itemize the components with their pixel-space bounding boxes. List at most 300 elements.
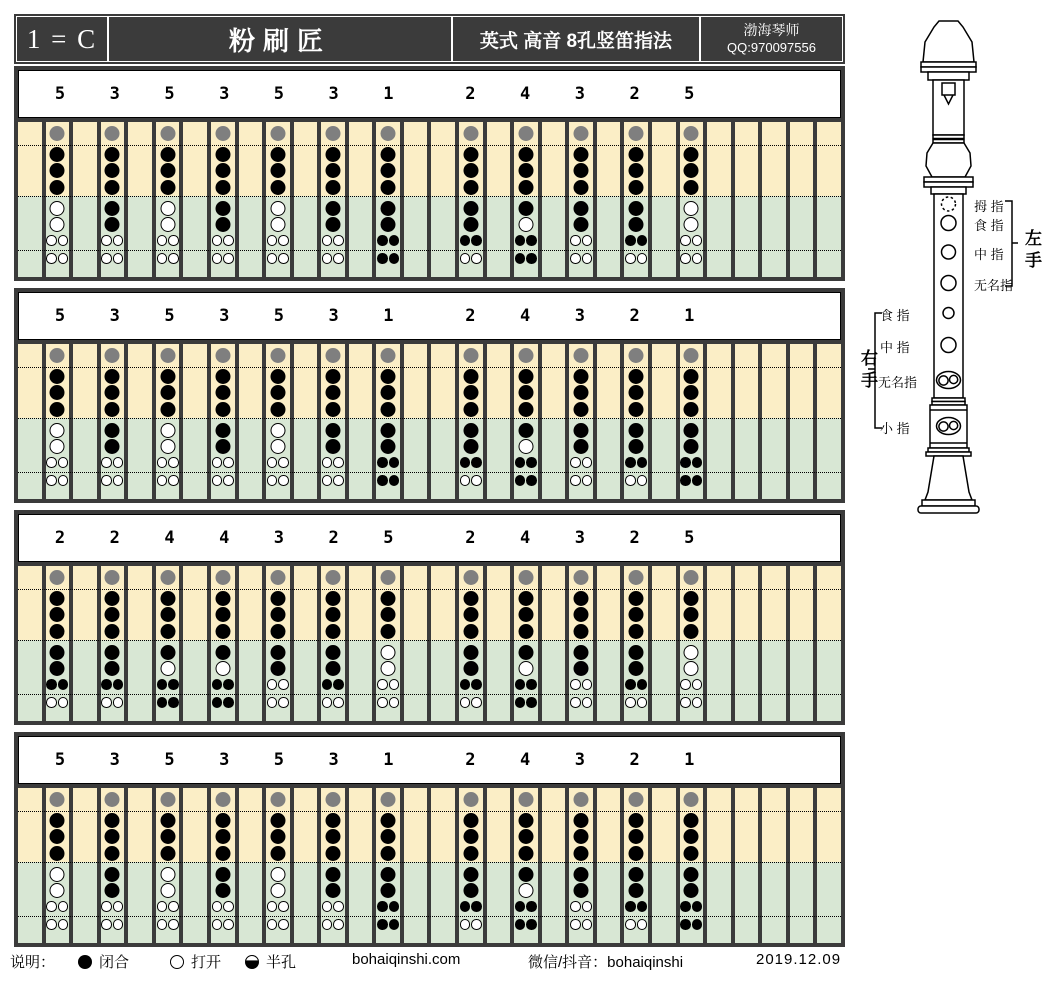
grid-cell: [817, 788, 841, 943]
hole-dot: [570, 235, 581, 246]
hole-dot: [692, 457, 703, 468]
hole-h3-closed: [381, 402, 396, 417]
hole-thumb-thumb: [50, 570, 65, 585]
hole-thumb-thumb: [325, 792, 340, 807]
hole-h4-closed: [105, 645, 120, 660]
hole-h3-closed: [463, 180, 478, 195]
hole-h3-closed: [215, 402, 230, 417]
fingering-grid: [18, 344, 841, 499]
closed-hole-symbol: [78, 955, 92, 969]
note-number: 2: [629, 750, 640, 770]
grid-cell: [128, 788, 152, 943]
hole-dot: [471, 697, 482, 708]
grid-cell: [73, 122, 97, 277]
hole-h6-double-closed: [515, 235, 537, 246]
hole-dot: [157, 919, 168, 930]
hole-h1-closed: [463, 147, 478, 162]
hole-dot: [526, 697, 537, 708]
hole-h3-closed: [215, 624, 230, 639]
hole-h1-closed: [629, 369, 644, 384]
hole-dot: [377, 457, 388, 468]
hole-h6-double-open: [322, 901, 344, 912]
grid-cell: [73, 566, 97, 721]
hole-h7-double-open: [570, 475, 592, 486]
hole-thumb-thumb: [105, 792, 120, 807]
hole-h7-double-open: [212, 475, 234, 486]
note-number: 2: [54, 528, 66, 548]
hole-dot: [322, 457, 333, 468]
hole-dot: [113, 475, 124, 486]
hole-thumb-thumb: [463, 348, 478, 363]
hole-h3-closed: [325, 624, 340, 639]
hole-dot: [460, 697, 471, 708]
hole-dot: [333, 253, 344, 264]
hole-h4-closed: [518, 423, 533, 438]
hole-dot: [212, 475, 223, 486]
hole-h2-closed: [50, 385, 65, 400]
hole-h7-double-open: [322, 919, 344, 930]
hole-h7-double-open: [570, 253, 592, 264]
hole-dot: [680, 679, 691, 690]
grid-cell: [597, 566, 621, 721]
open-hole-symbol: [170, 955, 184, 969]
hole-h4-closed: [215, 201, 230, 216]
fingering-column-note-3: [321, 344, 345, 499]
hole-h3-closed: [684, 180, 699, 195]
hole-h2-closed: [215, 607, 230, 622]
fingering-column-note-3: [211, 122, 235, 277]
hole-dot: [157, 679, 168, 690]
hole-dot: [267, 697, 278, 708]
fingering-column-note-4: [514, 344, 538, 499]
hole-dot: [389, 253, 400, 264]
hole-dot: [168, 475, 179, 486]
hole-h7-double-open: [101, 697, 123, 708]
note-number: 5: [273, 306, 285, 326]
hole-h1-closed: [105, 369, 120, 384]
hole-dot: [582, 919, 593, 930]
label-rh-ring: 无名指: [878, 375, 918, 390]
hole-thumb-thumb: [629, 348, 644, 363]
hole-h1-closed: [463, 369, 478, 384]
grid-cell: [349, 788, 373, 943]
hole-h5-open: [518, 217, 533, 232]
hole-dot: [526, 679, 537, 690]
hole-thumb-thumb: [574, 126, 589, 141]
hole-dot: [113, 457, 124, 468]
hole-dot: [58, 457, 69, 468]
hole-h3-closed: [574, 846, 589, 861]
hole-dot: [113, 919, 124, 930]
hole-h4-closed: [574, 423, 589, 438]
fingering-column-note-5: [46, 344, 70, 499]
hole-h7-double-open: [680, 253, 702, 264]
hole-thumb-thumb: [684, 126, 699, 141]
hole-dot: [460, 475, 471, 486]
hole-h2-closed: [518, 385, 533, 400]
hole-dot: [223, 457, 234, 468]
hole-thumb-thumb: [325, 570, 340, 585]
hole-dot: [212, 457, 223, 468]
hole-h7-double-open: [267, 919, 289, 930]
hole-h6-double-open: [101, 457, 123, 468]
lh-middle-hole: [942, 245, 956, 259]
hole-h5-open: [50, 883, 65, 898]
hole-dot: [223, 919, 234, 930]
hole-thumb-thumb: [325, 126, 340, 141]
hole-h6-double-closed: [377, 901, 399, 912]
hole-dot: [471, 679, 482, 690]
date: 2019.12.09: [756, 951, 842, 968]
hole-dot: [168, 919, 179, 930]
hole-h5-closed: [50, 661, 65, 676]
hole-h1-closed: [518, 147, 533, 162]
hole-dot: [101, 475, 112, 486]
hole-dot: [680, 697, 691, 708]
hole-dot: [267, 919, 278, 930]
hole-h6-double-closed: [157, 679, 179, 690]
hole-h5-open: [160, 217, 175, 232]
grid-cell: [735, 566, 759, 721]
note-number: 3: [574, 528, 585, 548]
hole-dot: [637, 901, 648, 912]
bell: [925, 456, 972, 500]
hole-h2-closed: [629, 163, 644, 178]
fingering-column-note-2: [46, 566, 70, 721]
note-number: 3: [574, 84, 585, 104]
hole-h3-closed: [270, 402, 285, 417]
note-number: 4: [164, 528, 175, 548]
hole-thumb-thumb: [105, 126, 120, 141]
hole-h1-closed: [215, 591, 230, 606]
hole-thumb-thumb: [381, 570, 396, 585]
hole-h2-closed: [270, 163, 285, 178]
note-number: 2: [465, 750, 476, 770]
hole-h2-closed: [518, 829, 533, 844]
hole-h2-closed: [684, 385, 699, 400]
hole-h3-closed: [684, 846, 699, 861]
hole-thumb-thumb: [325, 348, 340, 363]
hole-h1-closed: [160, 369, 175, 384]
grid-cell: [294, 788, 318, 943]
hole-h7-double-closed: [680, 919, 702, 930]
grid-cell: [542, 344, 566, 499]
hole-dot: [377, 235, 388, 246]
hole-h5-open: [518, 439, 533, 454]
fingering-column-note-3: [569, 122, 593, 277]
hole-dot: [526, 457, 537, 468]
hole-h1-closed: [325, 591, 340, 606]
hole-h6-double-open: [157, 235, 179, 246]
hole-h1-closed: [105, 147, 120, 162]
legend-open: 打开: [170, 951, 221, 972]
chart-column: [14, 14, 845, 947]
hole-h5-closed: [629, 217, 644, 232]
hole-h6-double-open: [570, 235, 592, 246]
hole-dot: [168, 253, 179, 264]
hole-h6-double-closed: [515, 901, 537, 912]
grid-cell: [652, 344, 676, 499]
hole-dot: [267, 901, 278, 912]
hole-thumb-thumb: [381, 348, 396, 363]
note-number: 5: [54, 750, 66, 770]
hole-h5-open: [518, 661, 533, 676]
hole-h1-closed: [270, 369, 285, 384]
fingering-column-note-3: [569, 344, 593, 499]
hole-dot: [113, 901, 124, 912]
hole-h4-closed: [215, 645, 230, 660]
hole-dot: [515, 919, 526, 930]
legend-label: 说明：: [10, 954, 56, 971]
note-number: 3: [109, 84, 120, 104]
hole-dot: [377, 475, 388, 486]
hole-h4-open: [160, 423, 175, 438]
hole-h7-double-open: [46, 253, 68, 264]
hole-thumb-thumb: [270, 126, 285, 141]
fingering-column-note-3: [569, 788, 593, 943]
hole-h1-closed: [629, 147, 644, 162]
hole-dot: [625, 679, 636, 690]
hole-thumb-thumb: [518, 126, 533, 141]
hole-h2-closed: [105, 607, 120, 622]
hole-dot: [113, 697, 124, 708]
grid-cell: [652, 788, 676, 943]
key-signature: 1 = C: [16, 16, 108, 62]
hole-h6-double-closed: [460, 235, 482, 246]
hole-thumb-thumb: [215, 126, 230, 141]
hole-dot: [212, 919, 223, 930]
hole-h4-closed: [325, 423, 340, 438]
hole-h5-closed: [629, 439, 644, 454]
hole-h2-closed: [160, 607, 175, 622]
hole-dot: [168, 901, 179, 912]
hole-h2-closed: [381, 385, 396, 400]
hole-thumb-thumb: [215, 792, 230, 807]
hole-h1-closed: [270, 147, 285, 162]
hole-dot: [168, 697, 179, 708]
thumb-hole: [942, 197, 956, 211]
hole-h2-closed: [463, 829, 478, 844]
hole-h6-double-open: [377, 679, 399, 690]
hole-dot: [101, 235, 112, 246]
hole-h7-double-open: [322, 253, 344, 264]
hole-h6-double-open: [157, 901, 179, 912]
hole-dot: [157, 253, 168, 264]
hole-h3-closed: [629, 624, 644, 639]
hole-thumb-thumb: [574, 348, 589, 363]
hole-h1-closed: [684, 591, 699, 606]
grid-cell: [128, 122, 152, 277]
hole-dot: [692, 919, 703, 930]
lh-index-hole: [941, 216, 956, 231]
hole-h5-open: [270, 217, 285, 232]
hole-h5-closed: [463, 661, 478, 676]
hole-h5-closed: [629, 883, 644, 898]
note-number: 2: [629, 84, 640, 104]
fingering-column-note-3: [569, 566, 593, 721]
hole-dot: [322, 901, 333, 912]
hole-h3-closed: [270, 180, 285, 195]
hole-h1-closed: [629, 591, 644, 606]
hole-h4-closed: [105, 423, 120, 438]
hole-h3-closed: [50, 402, 65, 417]
note-number: 4: [520, 750, 531, 770]
fingering-column-note-5: [156, 122, 180, 277]
hole-h1-closed: [684, 147, 699, 162]
hole-dot: [333, 457, 344, 468]
hole-h6-double-open: [212, 457, 234, 468]
hole-h1-closed: [270, 591, 285, 606]
hole-dot: [637, 475, 648, 486]
hole-h1-closed: [574, 369, 589, 384]
fingering-column-note-3: [211, 344, 235, 499]
hole-h7-double-open: [625, 475, 647, 486]
hole-h7-double-open: [212, 253, 234, 264]
note-number-row: [18, 514, 841, 562]
fingering-grid: [18, 788, 841, 943]
note-number: 1: [383, 306, 394, 326]
hole-h4-closed: [381, 423, 396, 438]
hole-h3-closed: [215, 846, 230, 861]
hole-h3-closed: [381, 846, 396, 861]
hole-dot: [377, 919, 388, 930]
hole-h2-closed: [629, 829, 644, 844]
grid-cell: [762, 122, 786, 277]
hole-dot: [322, 679, 333, 690]
note-number: 4: [520, 306, 531, 326]
grid-cell: [128, 344, 152, 499]
hole-h4-closed: [629, 423, 644, 438]
hole-h4-closed: [629, 867, 644, 882]
hole-thumb-thumb: [629, 570, 644, 585]
hole-h6-double-closed: [680, 901, 702, 912]
chart-subtitle: 英式 高音 8孔竖笛指法: [452, 16, 700, 62]
hole-h6-double-open: [267, 679, 289, 690]
grid-cell: [294, 122, 318, 277]
hole-h7-double-open: [101, 253, 123, 264]
hole-h1-closed: [160, 591, 175, 606]
hole-h2-closed: [50, 607, 65, 622]
hole-h7-double-open: [267, 253, 289, 264]
note-number: 3: [219, 84, 230, 104]
hole-h7-double-open: [46, 697, 68, 708]
grid-cell: [762, 788, 786, 943]
legend-footer: [10, 948, 850, 976]
hole-h4-closed: [518, 201, 533, 216]
hole-h5-closed: [270, 661, 285, 676]
hole-h5-closed: [105, 217, 120, 232]
hole-h2-closed: [215, 829, 230, 844]
hole-dot: [58, 475, 69, 486]
hole-h1-closed: [105, 813, 120, 828]
grid-cell: [404, 566, 428, 721]
fingering-column-note-3: [101, 788, 125, 943]
hole-h4-open: [270, 201, 285, 216]
hole-h7-double-open: [625, 253, 647, 264]
hole-dot: [582, 235, 593, 246]
hole-h7-double-open: [570, 919, 592, 930]
hole-dot: [526, 235, 537, 246]
hole-dot: [322, 697, 333, 708]
grid-cell: [652, 122, 676, 277]
hole-h6-double-open: [680, 235, 702, 246]
hole-h4-open: [160, 867, 175, 882]
hole-h2-closed: [629, 607, 644, 622]
hole-dot: [168, 457, 179, 468]
hole-h2-closed: [105, 829, 120, 844]
hole-dot: [460, 253, 471, 264]
hole-thumb-thumb: [629, 792, 644, 807]
song-title: 粉刷匠: [108, 16, 452, 62]
hole-h4-open: [684, 645, 699, 660]
note-number: 5: [684, 84, 695, 104]
hole-h3-closed: [574, 402, 589, 417]
hole-h5-open: [160, 883, 175, 898]
hole-dot: [46, 901, 57, 912]
hole-h3-closed: [105, 180, 120, 195]
grid-cell: [128, 566, 152, 721]
hole-h3-closed: [463, 846, 478, 861]
hole-h5-open: [270, 439, 285, 454]
grid-cell: [183, 788, 207, 943]
hole-h5-closed: [574, 217, 589, 232]
grid-cell: [18, 566, 42, 721]
hole-h4-closed: [270, 645, 285, 660]
hole-h2-closed: [684, 829, 699, 844]
hole-dot: [625, 697, 636, 708]
hole-h3-closed: [684, 624, 699, 639]
hole-dot: [637, 457, 648, 468]
hole-h4-open: [50, 867, 65, 882]
hole-h5-open: [684, 661, 699, 676]
hole-dot: [46, 679, 57, 690]
hole-dot: [157, 235, 168, 246]
hole-h2-closed: [325, 607, 340, 622]
note-number: 2: [465, 306, 476, 326]
hole-h5-open: [381, 661, 396, 676]
hole-h5-closed: [325, 439, 340, 454]
hole-dot: [680, 253, 691, 264]
hole-dot: [526, 919, 537, 930]
grid-cell: [487, 788, 511, 943]
hole-h4-closed: [574, 201, 589, 216]
hole-dot: [377, 901, 388, 912]
hole-dot: [692, 901, 703, 912]
left-hand-label: 左手: [1022, 229, 1041, 273]
hole-dot: [157, 457, 168, 468]
hole-dot: [223, 679, 234, 690]
hole-h5-closed: [463, 883, 478, 898]
hole-h4-closed: [381, 201, 396, 216]
hole-h1-closed: [381, 147, 396, 162]
grid-cell: [349, 122, 373, 277]
grid-cell: [542, 566, 566, 721]
hole-dot: [46, 457, 57, 468]
grid-cell: [735, 344, 759, 499]
hole-dot: [101, 679, 112, 690]
note-number: 1: [383, 750, 394, 770]
note-number: 2: [629, 528, 640, 548]
hole-h6-double-closed: [625, 679, 647, 690]
hole-h5-closed: [325, 883, 340, 898]
hole-h4-closed: [463, 201, 478, 216]
hole-dot: [570, 697, 581, 708]
fingering-grid: [18, 566, 841, 721]
fingering-column-note-5: [266, 122, 290, 277]
hole-h3-closed: [518, 180, 533, 195]
grid-cell: [431, 566, 455, 721]
hole-h4-closed: [574, 645, 589, 660]
